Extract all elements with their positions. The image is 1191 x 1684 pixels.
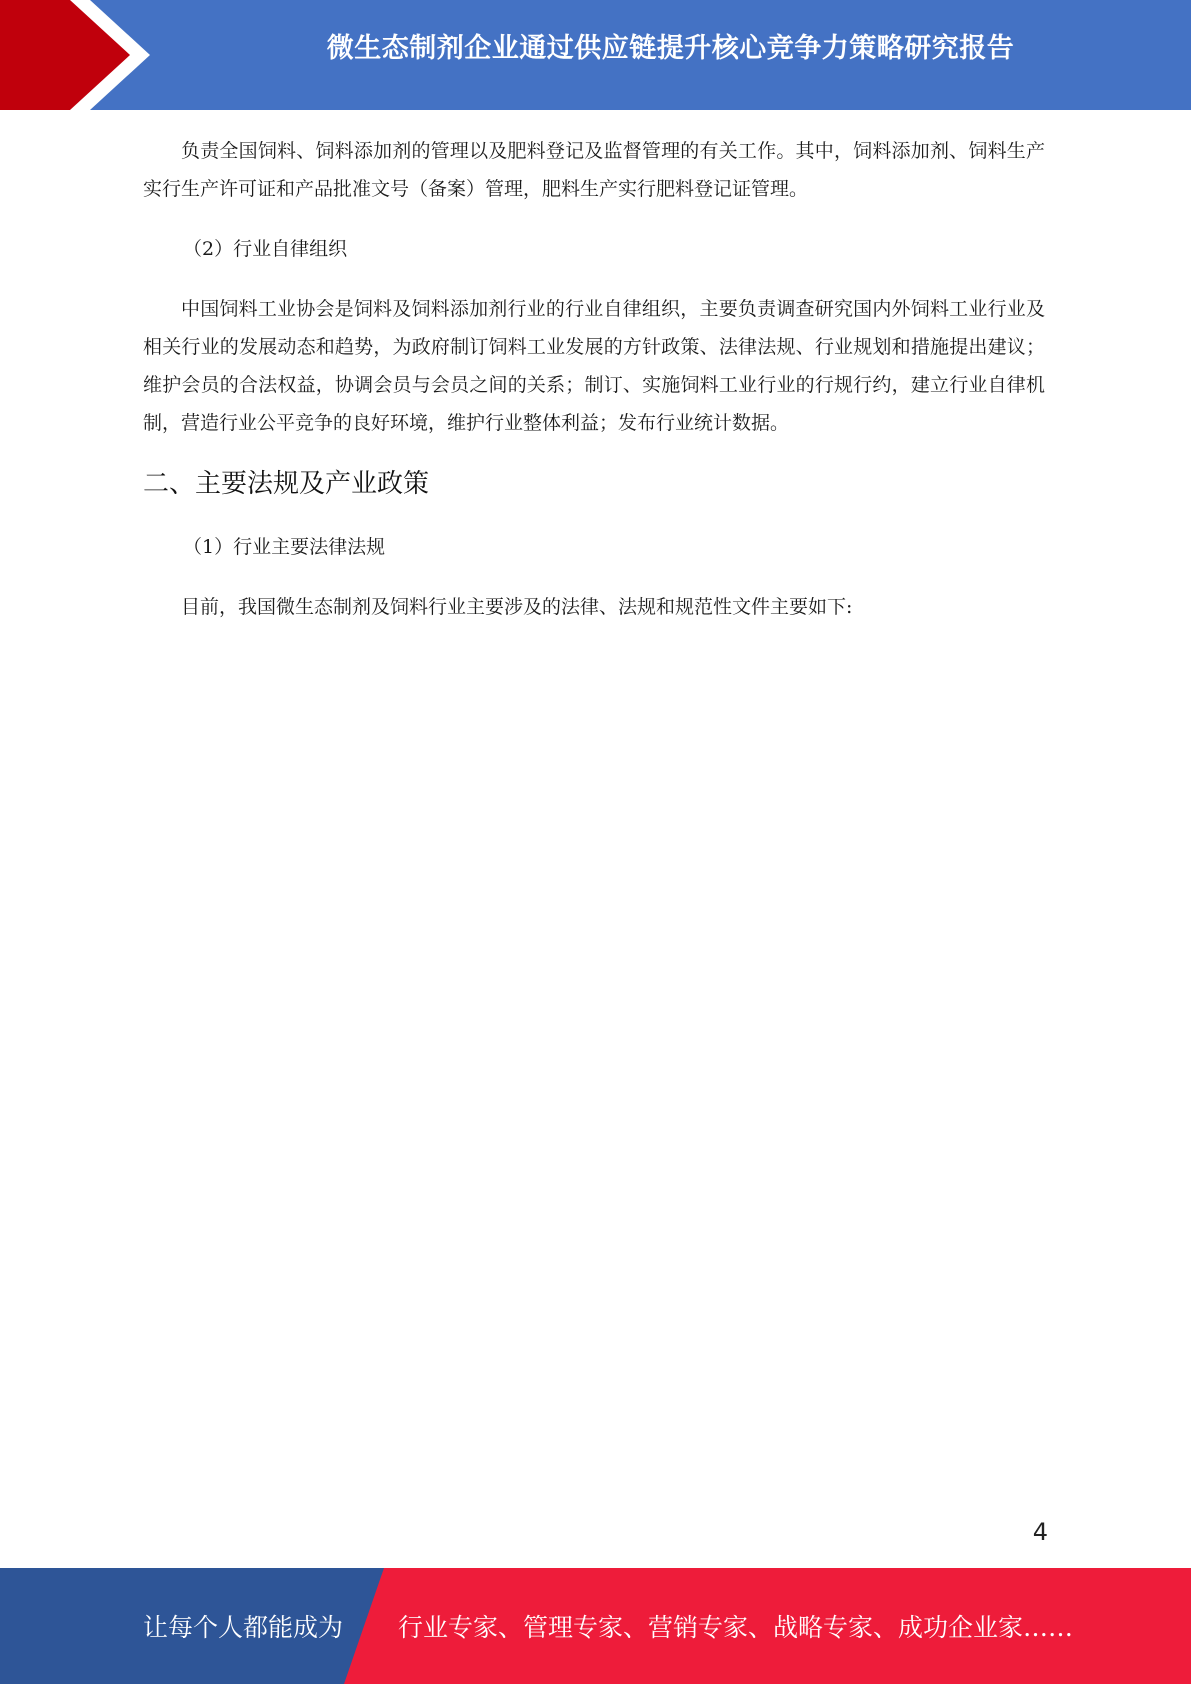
section-heading-regulations: 二、主要法规及产业政策 [143, 469, 430, 499]
document-body [143, 132, 1045, 648]
page-header [0, 0, 1191, 110]
subheading-self-regulatory-org: （2）行业自律组织 [183, 238, 348, 260]
page-number: 4 [1032, 1518, 1048, 1546]
subheading-main-laws: （1）行业主要法律法规 [183, 536, 386, 558]
footer-slogan-right: 行业专家、管理专家、营销专家、战略专家、成功企业家…… [398, 1613, 1074, 1642]
page-footer [0, 1568, 1191, 1684]
footer-slogan-left: 让每个人都能成为 [143, 1613, 344, 1642]
paragraph-feed-industry-association: 中国饲料工业协会是饲料及饲料添加剂行业的行业自律组织，主要负责调查研究国内外饲料工业行业及相关行业的发展动态和趋势，为政府制订饲料工业发展的方针政策、法律法规、行业规划和措施提出建议；维护会员的合法权益，协调会员与会员之间的关系；制订、实施饲料工业行业的行规行约，建立行业自律机制，营造行业公平竞争的良好环境，维护行业整体利益；发布行业统计数据。 [143, 298, 1045, 434]
paragraph-regulatory-duties: 负责全国饲料、饲料添加剂的管理以及肥料登记及监督管理的有关工作。其中，饲料添加剂、饲料生产实行生产许可证和产品批准文号（备案）管理，肥料生产实行肥料登记证管理。 [143, 140, 1045, 200]
header-title: 微生态制剂企业通过供应链提升核心竞争力策略研究报告 [326, 33, 1015, 64]
paragraph-laws-intro: 目前，我国微生态制剂及饲料行业主要涉及的法律、法规和规范性文件主要如下: [181, 596, 853, 618]
